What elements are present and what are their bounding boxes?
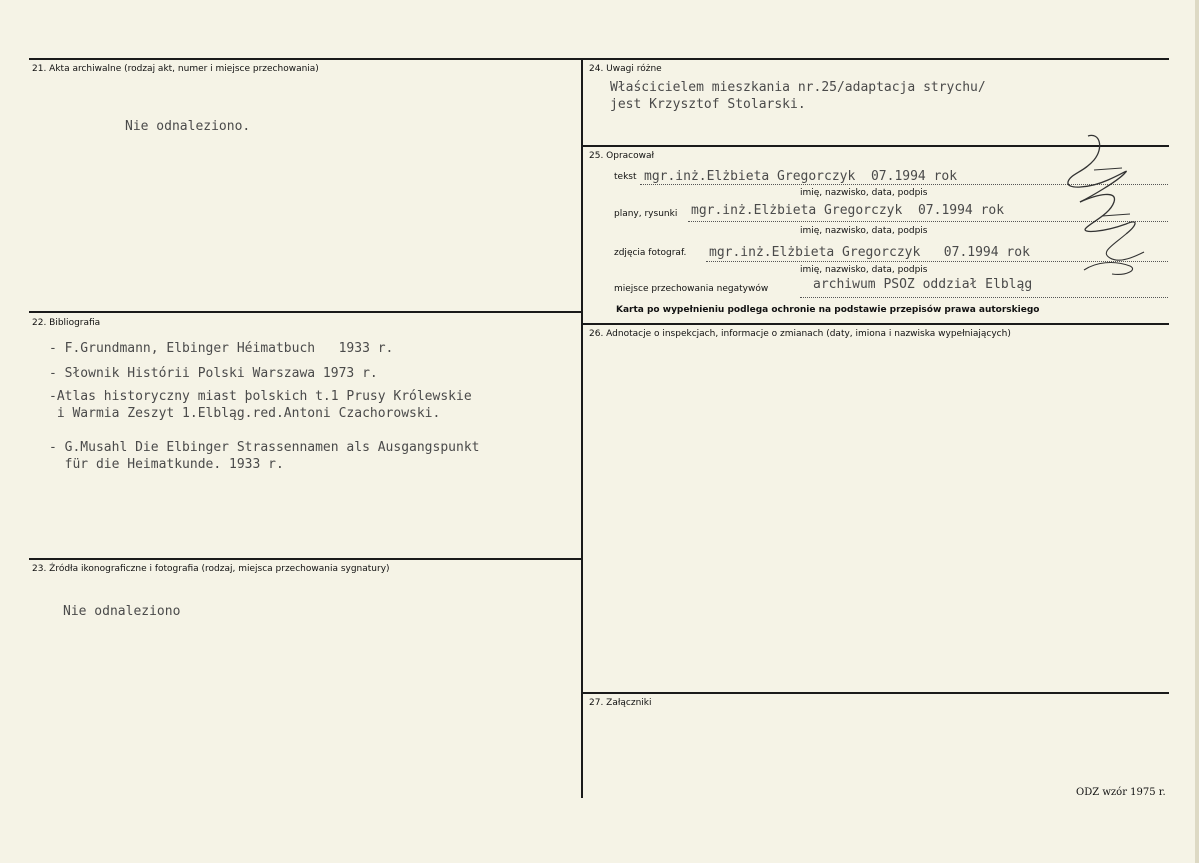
bibliography-item: - Słownik Histórii Polski Warszawa 1973 r. (49, 366, 378, 381)
section-22-label: 22. Bibliografia (32, 318, 101, 328)
bibliography-item: - F.Grundmann, Elbinger Héimatbuch 1933 r. (49, 341, 394, 356)
bibliography-item: - G.Musahl Die Elbinger Strassennamen als Ausgangspunkt (49, 440, 480, 455)
plany-sublabel: imię, nazwisko, data, podpis (800, 226, 928, 236)
form-footer: ODZ wzór 1975 r. (1076, 787, 1166, 798)
miejsce-label: miejsce przechowania negatywów (614, 284, 769, 294)
card-edge (1195, 0, 1199, 863)
handwritten-signature (1040, 130, 1160, 290)
tekst-sublabel: imię, nazwisko, data, podpis (800, 188, 928, 198)
plany-value: mgr.inż.Elżbieta Gregorczyk 07.1994 rok (691, 203, 1005, 218)
section-25-label: 25. Opracował (589, 151, 655, 161)
section-26-label: 26. Adnotacje o inspekcjach, informacje o zmianach (daty, imiona i nazwiska wypełniających) (589, 329, 1011, 339)
bibliography-item: i Warmia Zeszyt 1.Elbląg.red.Antoni Czachorowski. (49, 406, 441, 421)
zdjecia-sublabel: imię, nazwisko, data, podpis (800, 265, 928, 275)
rule-27 (582, 692, 1169, 694)
plany-label: plany, rysunki (614, 209, 678, 219)
section-27-label: 27. Załączniki (589, 698, 652, 708)
tekst-value: mgr.inż.Elżbieta Gregorczyk 07.1994 rok (644, 169, 958, 184)
section-24-label: 24. Uwagi różne (589, 64, 662, 74)
section-21-label: 21. Akta archiwalne (rodzaj akt, numer i miejsce przechowania) (32, 64, 319, 74)
top-rule (29, 58, 1169, 60)
copyright-notice: Karta po wypełnieniu podlega ochronie na podstawie przepisów prawa autorskiego (616, 305, 1040, 315)
column-divider (581, 58, 583, 798)
remarks-line: jest Krzysztof Stolarski. (610, 97, 806, 112)
section-23-content: Nie odnaleziono (63, 604, 181, 619)
miejsce-value: archiwum PSOZ oddział Elbląg (813, 277, 1033, 292)
zdjecia-label: zdjęcia fotograf. (614, 248, 687, 258)
bibliography-item: -Atlas historyczny miast þolskich t.1 Prusy Królewskie (49, 389, 472, 404)
miejsce-line (800, 297, 1168, 298)
rule-22 (29, 311, 582, 313)
zdjecia-value: mgr.inż.Elżbieta Gregorczyk 07.1994 rok (709, 245, 1030, 260)
tekst-label: tekst (614, 172, 637, 182)
remarks-line: Właścicielem mieszkania nr.25/adaptacja strychu/ (610, 80, 986, 95)
bibliography-item: für die Heimatkunde. 1933 r. (49, 457, 284, 472)
rule-26 (582, 323, 1169, 325)
section-23-label: 23. Źródła ikonograficzne i fotografia (rodzaj, miejsca przechowania sygnatury) (32, 564, 390, 574)
section-21-content: Nie odnaleziono. (125, 119, 251, 134)
rule-23 (29, 558, 582, 560)
